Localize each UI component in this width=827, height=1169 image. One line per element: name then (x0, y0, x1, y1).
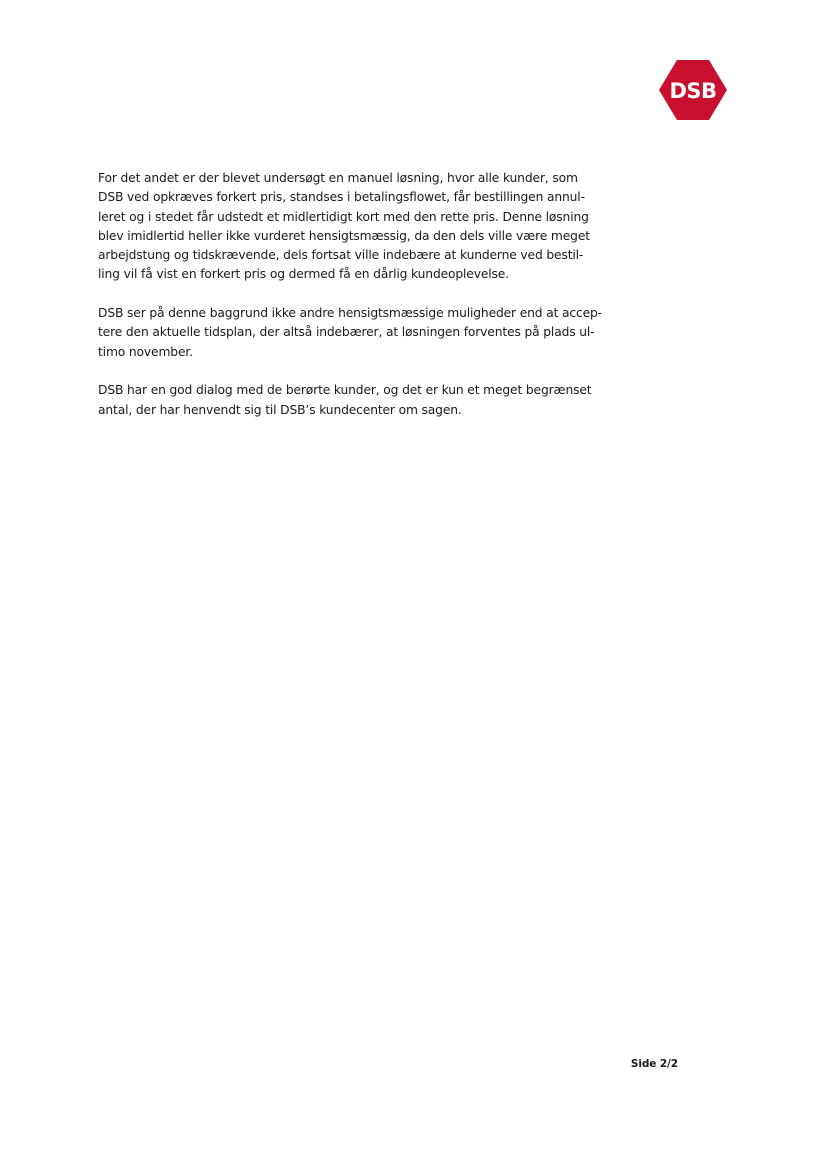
logo-text: DSB (669, 79, 717, 103)
text-line: antal, der har henvendt sig til DSB’s kundecenter om sagen. (98, 402, 462, 417)
paragraph-gap (98, 285, 618, 304)
dsb-logo (659, 60, 727, 120)
body-text (98, 169, 618, 420)
paragraph-2 (98, 304, 618, 362)
text-line: DSB ved opkræves forkert pris, standses i betalingsflowet, får bestillingen annul- (98, 190, 585, 205)
dsb-logo-icon (659, 60, 727, 120)
text-line: blev imidlertid heller ikke vurderet hensigtsmæssig, da den dels ville være meget (98, 228, 590, 243)
paragraph-gap (98, 362, 618, 381)
text-line: ling vil få vist en forkert pris og dermed få en dårlig kundeoplevelse. (98, 267, 509, 282)
text-line: arbejdstung og tidskrævende, dels fortsat ville indebære at kunderne ved bestil- (98, 248, 584, 263)
text-line: DSB ser på denne baggrund ikke andre hensigtsmæssige muligheder end at accep- (98, 306, 602, 321)
text-line: tere den aktuelle tidsplan, der altså indebærer, at løsningen forventes på plads ul- (98, 325, 595, 340)
text-line: timo november. (98, 344, 193, 359)
page-number: Side 2/2 (630, 1058, 678, 1070)
text-line: leret og i stedet får udstedt et midlertidigt kort med den rette pris. Denne løsning (98, 209, 589, 224)
text-line: DSB har en god dialog med de berørte kunder, og det er kun et meget begrænset (98, 383, 592, 398)
paragraph-3 (98, 381, 618, 420)
text-line: For det andet er der blevet undersøgt en manuel løsning, hvor alle kunder, som (98, 171, 578, 185)
paragraph-1 (98, 169, 618, 285)
